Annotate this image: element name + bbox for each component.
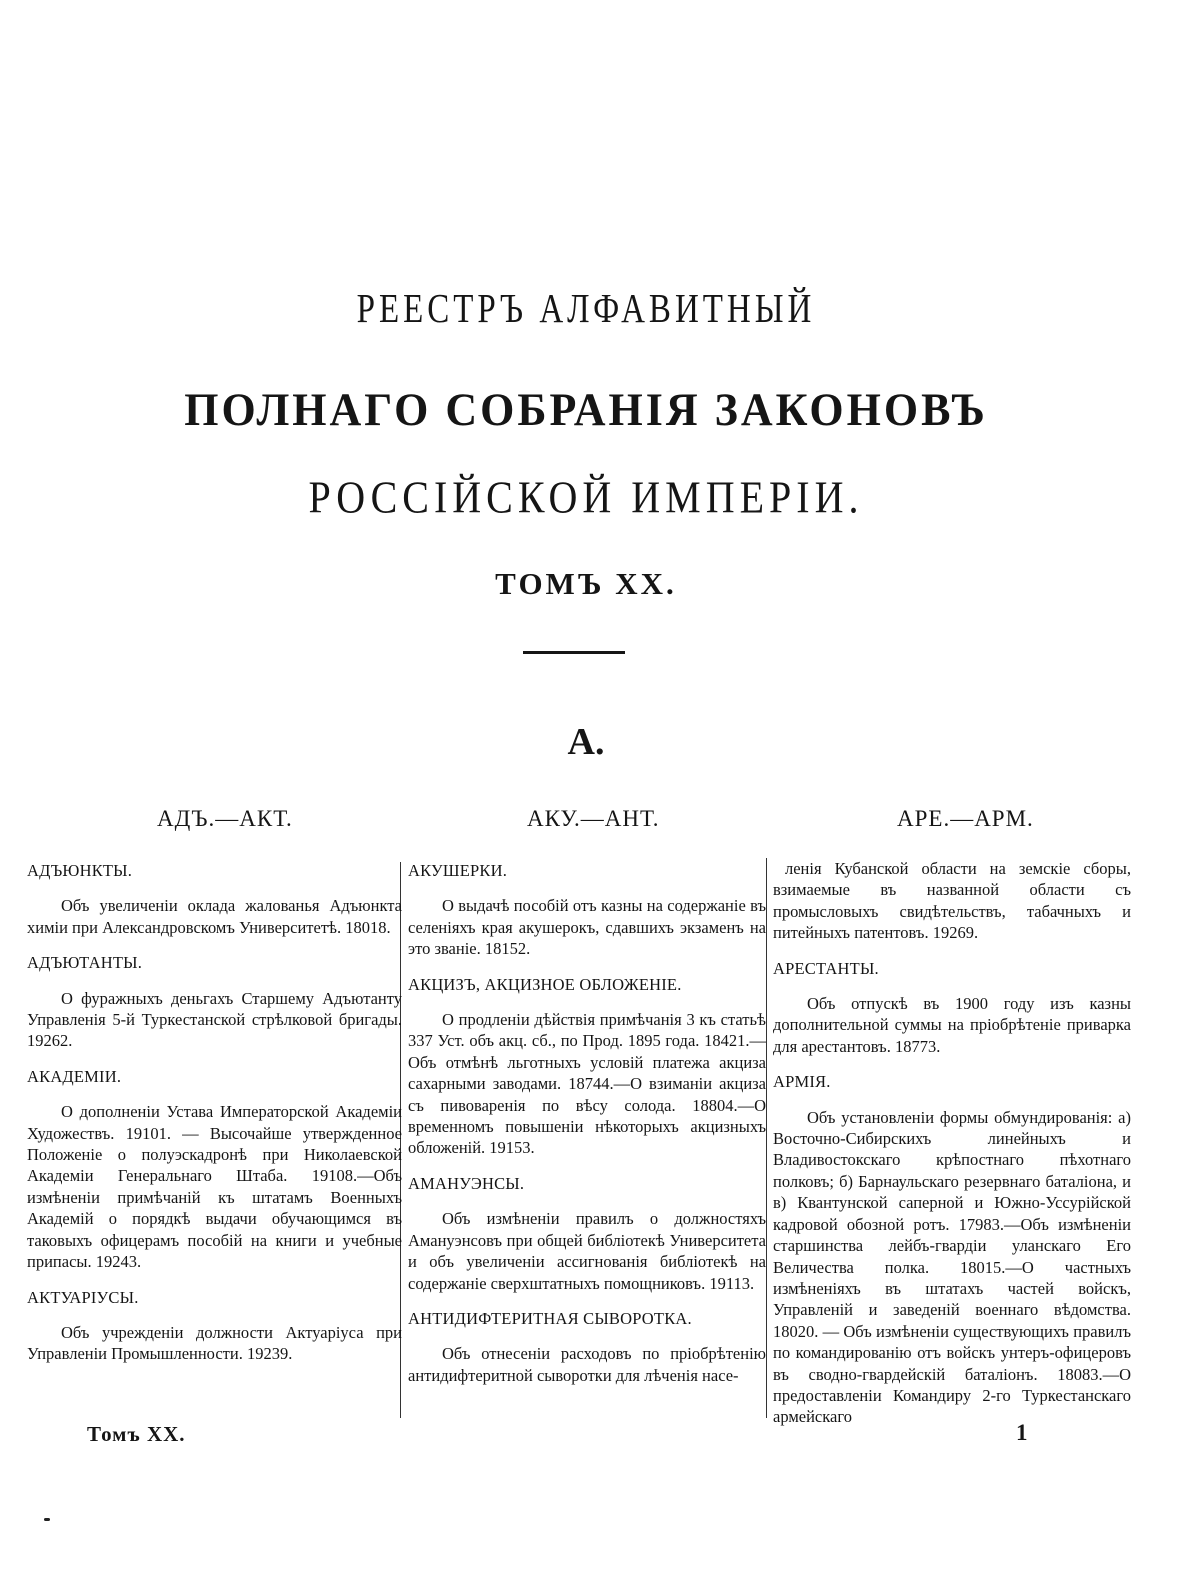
title-collection: ПОЛНАГО СОБРАНІЯ ЗАКОНОВЪ	[184, 384, 988, 436]
page-number: 1	[1016, 1420, 1028, 1445]
entry-heading: АКУШЕРКИ.	[408, 861, 508, 880]
entry-text: Объ отнесеніи расходовъ по пріобрѣтенію антидифтеритной сыворотки для лѣченія насе-	[408, 1344, 766, 1385]
entry-text: Объ увеличеніи оклада жалованья Адъюнкта химіи при Александровскомъ Университетѣ. 18018.	[27, 896, 402, 937]
entry-heading: АДЪЮНКТЫ.	[27, 861, 133, 880]
entry-heading: АДЪЮТАНТЫ.	[27, 953, 143, 973]
entry-heading: АРЕСТАНТЫ.	[773, 958, 879, 978]
entry-continuation: ленія Кубанской области на земскіе сборы, взимаемые въ названной области съ промысловыхъ свидѣтельствъ, табачныхъ и питейныхъ патентовъ. 19269.	[773, 859, 1131, 943]
title-registry: РЕЕСТРЪ АЛФАВИТНЫЙ	[356, 287, 816, 332]
entry-heading: АНТИДИФТЕРИТНАЯ СЫВОРОТКА.	[408, 1308, 692, 1328]
column-divider	[766, 858, 767, 1418]
index-column-3	[773, 858, 1131, 1442]
title-divider	[523, 651, 625, 654]
entry-text: О дополненіи Устава Императорской Академіи Художествъ. 19101. — Высочайше утвержденное Положеніе о полуэскадронѣ при Николаевской Академіи Генеральнаго Штаба. 19108.—Объ измѣненіи примѣчаній къ штатамъ Военныхъ Академій о порядкѣ выдачи обучающимся въ таковыхъ офицерамъ пособій на книги и учебные припасы. 19243.	[27, 1102, 402, 1272]
entry-heading: АКАДЕМІИ.	[27, 1066, 122, 1086]
volume-heading: ТОМЪ XX.	[495, 566, 677, 601]
title-empire: РОССІЙСКОЙ ИМПЕРІИ.	[308, 471, 864, 523]
entry-text: О фуражныхъ деньгахъ Старшему Адъютанту Управленія 5-й Туркестанской стрѣлковой бригады. 19262.	[27, 988, 402, 1051]
entry-text: Объ установленіи формы обмундированія: а) Восточно-Сибирскихъ линейныхъ и Владивостокскаго крѣпостнаго пѣхотнаго полковъ; б) Барнаульскаго резервнаго баталіона, и в) Квантунской саперной и Южно-Уссурійской кадровой обозной ротъ. 17983.—Объ измѣненіи старшинства лейбъ-гвардіи уланскаго Его Величества полка. 18015.—О частныхъ измѣненіяхъ въ штатахъ частей войскъ, Управленій и заведеній военнаго вѣдомства. 18020. — Объ измѣненіи существующихъ правилъ по командированію отъ войскъ унтеръ-офицеровъ въ сводно-гвардейскій баталіонъ. 18083.—О предоставленіи Командиру 2-го Туркестанскаго армейскаго	[773, 1107, 1131, 1427]
entry-text: Объ измѣненіи правилъ о должностяхъ Амануэнсовъ при общей библіотекѣ Университета и объ увеличеніи ассигнованія библіотекѣ на содержаніе сверхштатныхъ помощниковъ. 19113.	[408, 1209, 766, 1293]
entry-text: Объ отпускѣ въ 1900 году изъ казны дополнительной суммы на пріобрѣтеніе приварка для арестантовъ. 18773.	[773, 994, 1131, 1056]
section-letter: А.	[567, 721, 605, 763]
entry-heading: АКТУАРІУСЫ.	[27, 1287, 139, 1307]
index-column-1	[27, 858, 402, 1379]
index-column-2	[408, 858, 766, 1400]
entry-text: О продленіи дѣйствія примѣчанія 3 къ статьѣ 337 Уст. объ акц. сб., по Прод. 1895 года. 18421.—Объ отмѣнѣ льготныхъ условій платежа акциза сахарными заводами. 18744.—О взиманіи акциза съ пивоваренія по вѣсу солода. 18804.—О временномъ повышеніи нѣкоторыхъ акцизныхъ обложеній. 19153.	[408, 1010, 766, 1158]
footer-volume: Томъ XX.	[87, 1422, 186, 1446]
entry-text: О выдачѣ пособій отъ казны на содержаніе въ селеніяхъ края акушерокъ, сдавшихъ экзаменъ на это званіе. 18152.	[408, 896, 766, 959]
entry-heading: АРМІЯ.	[773, 1072, 831, 1092]
entry-heading: АКЦИЗЪ, АКЦИЗНОЕ ОБЛОЖЕНІЕ.	[408, 974, 682, 994]
entry-text: Объ учрежденіи должности Актуаріуса при Управленіи Промышленности. 19239.	[27, 1322, 402, 1364]
print-speck	[44, 1518, 50, 1521]
column-range-1: АДЪ.—АКТ.	[157, 806, 293, 831]
entry-heading: АМАНУЭНСЫ.	[408, 1173, 525, 1193]
column-range-3: АРЕ.—АРМ.	[897, 806, 1034, 831]
column-range-2: АКУ.—АНТ.	[527, 806, 660, 831]
